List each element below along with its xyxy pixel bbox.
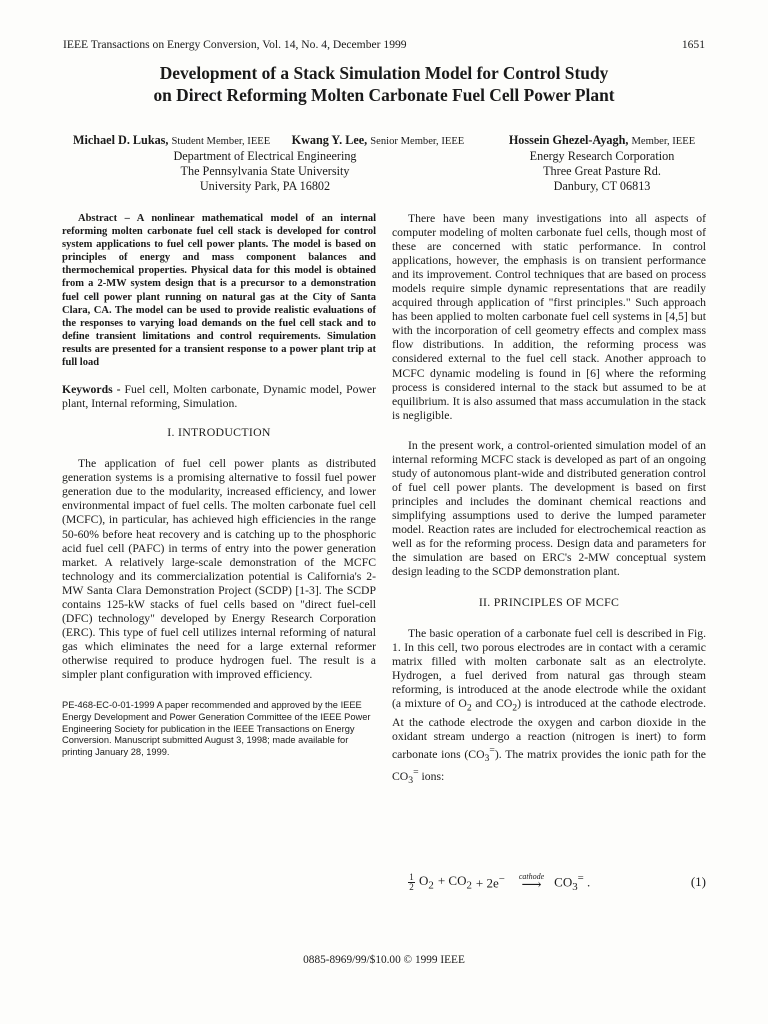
reaction-arrow: [519, 873, 544, 891]
affiliation-left: [145, 149, 385, 194]
title-line-2: on Direct Reforming Molten Carbonate Fuel Cell Power Plant: [153, 85, 615, 105]
fraction-one-half: $\frac{1}{2}$: [409, 871, 414, 892]
affiliation-left-line: The Pennsylvania State University: [180, 164, 350, 178]
equation-product: $CO_3^=$ .: [554, 871, 591, 893]
footnote: PE-468-EC-0-01-1999 A paper recommended and approved by the IEEE Energy Development and Power Generation Committee of the IEEE Power Engineering Society for publication in the IEEE Transactions on Energy Conversion. Manuscript submitted August 3, 1998; made available for printing January 28, 1999.: [62, 700, 371, 758]
arrow-label: cathode: [518, 872, 545, 881]
right-column: [392, 212, 706, 788]
introduction-paragraph: The application of fuel cell power plants as distributed generation systems is a promising alternative to fossil fuel power generation due to the modularity, increased efficiency, and lower environmental impact of fuel cells. The molten carbonate fuel cell (MCFC), in particular, has achieved high efficiencies in the range 50-60% before heat recovery and is catching up to the phosphoric acid fuel cell (PAFC) in terms of entry into the power generation market. A relatively large-scale demonstration of the MCFC technology and its commercialization potential is California's 2-MW Santa Clara Demonstration Project (SCDP) [1-3]. The SCDP contains 125-kW stacks of fuel cells based on "direct fuel-cell (DFC) technology" developed by Energy Research Corporation (ERC). This type of fuel cell utilizes internal reforming of natural gas which eliminates the need for a large external reformer otherwise required to produce hydrogen fuel. The result is a simpler plant configuration with improved efficiency.: [62, 457, 376, 681]
affiliation-right: [497, 149, 707, 194]
equation-reactants: $\frac{1}{2}$ $O_2$ + $CO_2$ + 2e−: [409, 871, 505, 892]
abstract: Abstract – A nonlinear mathematical model of an internal reforming molten carbonate fuel cell stack is developed for control system applications to fuel cell power plants. The model is based on principles of energy and mass component balances and thermochemical properties. Physical data for this model is obtained from a 2-MW system design that is a precursor to a demonstration fuel cell power plant running on natural gas at the City of Santa Clara, CA. The model can be used to provide realistic evaluations of the responses to varying load demands on the fuel cell stack and to define transient limitations and control requirements. Simulation results are presented for a transient response to a power plant trip at full load: [62, 213, 376, 369]
author-3-name: Hossein Ghezel-Ayagh,: [508, 133, 629, 147]
affiliation-left-line: Department of Electrical Engineering: [173, 149, 357, 163]
paper-title: [60, 62, 708, 106]
title-line-1: Development of a Stack Simulation Model for Control Study: [159, 63, 609, 83]
author-2-name: Kwang Y. Lee,: [291, 133, 368, 147]
equation-number: (1): [690, 874, 706, 889]
section-1-heading: I. INTRODUCTION: [167, 425, 271, 440]
keywords-text: Fuel cell, Molten carbonate, Dynamic model, Power plant, Internal reforming, Simulation.: [62, 383, 376, 411]
section-2-heading: II. PRINCIPLES OF MCFC: [478, 595, 620, 610]
page-number: 1651: [681, 38, 705, 51]
affiliation-right-line: Three Great Pasture Rd.: [543, 164, 661, 178]
authors-right: [497, 133, 717, 194]
author-names-left: [73, 133, 493, 149]
paragraph-modeling-review: There have been many investigations into all aspects of computer modeling of molten carbonate fuel cells, though most of these are concerned with static performance. In control applications, however, the emphasis is on transient performance and its improvement. Control techniques that are based on process models require simple dynamic representations that are readily acquired through application of "first principles." Such approach has been applied to molten carbonate fuel cell systems in [4,5] but with the incorporation of cell geometry effects and complex mass flow distributions. In addition, the reforming process was considered external to the fuel cell stack. Another approach to MCFC dynamic modeling is found in [6] where the reforming process is considered internal to the stack but assumed to be at equilibrium. It is also assumed that mass accumulation in the stack is negligible.: [392, 212, 706, 422]
paragraph-present-work: In the present work, a control-oriented simulation model of an internal reforming MCFC stack is developed as part of an ongoing study of autonomous plant-wide and distributed generation control of fuel cell power plants. The development is based on first principles and includes the dominant chemical reactions and simplifying assumptions used to derive the lumped parameter model. Reaction rates are included for electrochemical reaction as well as for the reforming process. Design data and parameters for the simulation are based on ERC's 2-MW conceptual system design leading to the SCDP demonstration plant.: [392, 438, 706, 579]
author-2-role: Senior Member, IEEE: [370, 136, 465, 147]
keywords-label: Keywords -: [62, 383, 121, 397]
running-header: [63, 38, 705, 51]
paragraph-principles: The basic operation of a carbonate fuel cell is described in Fig. 1. In this cell, two porous electrodes are in contact with a ceramic matrix filled with molten carbonate salt as an electrolyte. Hydrogen, a fuel derived from natural gas through steam reforming, is introduced at the anode electrode while the oxidant (a mixture of $O_2$ and $CO_2$) is introduced at the cathode electrode. At the cathode electrode the oxygen and carbon dioxide in the oxidant stream undergo a reaction (nitrogen is inert) to form carbonate ions $(CO_3^=)$. The matrix provides the ionic path for the $CO_3^=$ ions:: [392, 627, 706, 787]
copyright-footer: 0885-8969/99/$10.00 © 1999 IEEE: [303, 954, 465, 966]
author-1-role: Student Member, IEEE: [171, 136, 271, 147]
author-3-role: Member, IEEE: [631, 136, 696, 147]
arrow-icon: ⟶: [521, 878, 542, 893]
affiliation-right-line: Danbury, CT 06813: [553, 179, 651, 193]
equation-1: [408, 872, 706, 892]
author-names-right: [497, 133, 707, 149]
affiliation-left-line: University Park, PA 16802: [199, 179, 331, 193]
affiliation-right-line: Energy Research Corporation: [529, 149, 675, 163]
keywords: [62, 383, 376, 411]
author-1-name: Michael D. Lukas,: [73, 133, 169, 147]
authors-left: [73, 133, 493, 194]
journal-citation: IEEE Transactions on Energy Conversion, Vol. 14, No. 4, December 1999: [63, 38, 407, 51]
left-column: [62, 212, 376, 759]
